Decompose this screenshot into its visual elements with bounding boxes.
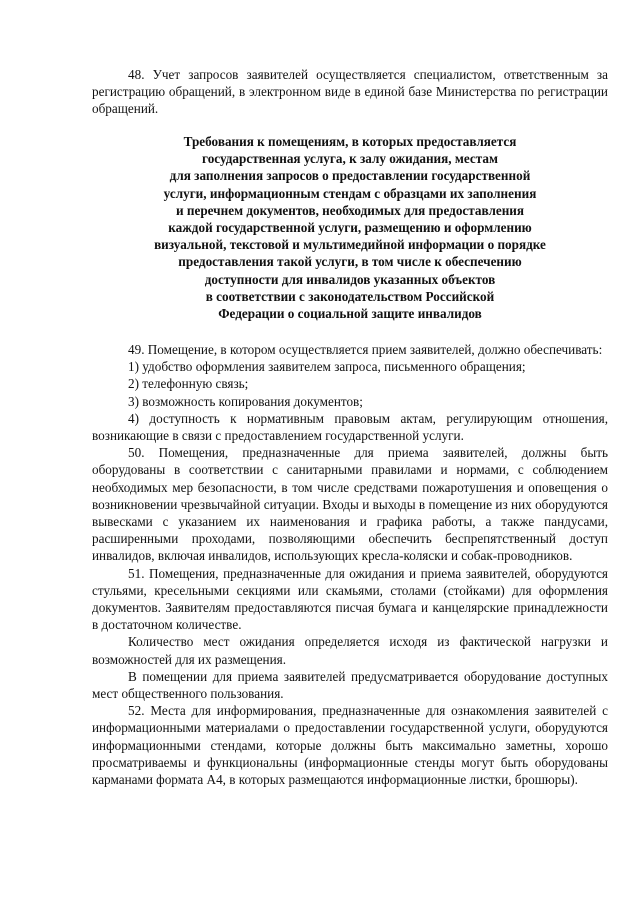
heading-line: для заполнения запросов о предоставлении государственной [169, 168, 531, 184]
heading-line: визуальной, текстовой и мультимедийной информации о порядке [154, 237, 546, 253]
heading-line: и перечнем документов, необходимых для предоставления [175, 202, 525, 218]
list-item-2: 2) телефонную связь; [128, 376, 249, 392]
heading-line: Федерации о социальной защите инвалидов [218, 306, 482, 322]
heading-line: Требования к помещениям, в которых предоставляется [183, 134, 517, 149]
heading-line: услуги, информационным стендам с образцами их заполнения [163, 185, 537, 201]
heading-line: каждой государственной услуги, размещению и оформлению [168, 220, 532, 236]
paragraph-50: 50. Помещения, предназначенные для приема заявителей, должны быть оборудованы в соответствии с санитарными правилами и нормами, с соблюдением необходимых мер безопасности, в том числе средствами пожаротушения и оповещения о возникновении чрезвычайной ситуации. Входы и выходы в помещение из них оборудуются вывесками с указанием их наименования и графика работы, а также пандусами, расширенными проходами, позволяющими обеспечить беспрепятственный доступ инвалидов, включая инвалидов, использующих кресла-коляски и собак-проводников. [92, 445, 608, 564]
paragraph-52: 52. Места для информирования, предназначенные для ознакомления заявителей с информационными материалами о предоставлении государственной услуги, оборудуются информационными стендами, которые должны быть максимально заметны, хорошо просматриваемы и функциональны (информационные стенды могут быть оборудованы карманами формата А4, в которых размещаются информационные листки, брошюры). [92, 703, 608, 788]
paragraph-51-waiting-places: Количество мест ожидания определяется исходя из фактической нагрузки и возможностей для их размещения. [92, 634, 608, 667]
paragraph-49: 49. Помещение, в котором осуществляется прием заявителей, должно обеспечивать: [128, 342, 603, 357]
section-heading [92, 133, 608, 322]
paragraph-48: 48. Учет запросов заявителей осуществляется специалистом, ответственным за регистрацию обращений, в электронном виде в единой базе Министерства по регистрации обращений. [92, 67, 608, 117]
list-item-4: 4) доступность к нормативным правовым актам, регулирующим отношения, возникающие в связи с предоставлением государственной услуги. [92, 410, 608, 444]
list-item-3: 3) возможность копирования документов; [128, 393, 363, 409]
sections-49-52 [92, 341, 608, 788]
paragraph-51: 51. Помещения, предназначенные для ожидания и приема заявителей, оборудуются стульями, кресельными секциями или скамьями, столами (стойками) для оформления документов. Заявителям предоставляются писчая бумага и канцелярские принадлежности в достаточном количестве. [92, 565, 608, 633]
heading-line: предоставления такой услуги, в том числе к обеспечению [178, 254, 522, 270]
heading-line: доступности для инвалидов указанных объектов [204, 271, 496, 287]
heading-line: государственная услуга, к залу ожидания, местам [202, 151, 498, 167]
paragraph-51-public-places: В помещении для приема заявителей предусматривается оборудование доступных мест общественного пользования. [92, 668, 608, 702]
heading-line: в соответствии с законодательством Российской [205, 288, 495, 304]
list-item-1: 1) удобство оформления заявителем запроса, письменного обращения; [128, 359, 526, 375]
section-48 [92, 66, 608, 118]
